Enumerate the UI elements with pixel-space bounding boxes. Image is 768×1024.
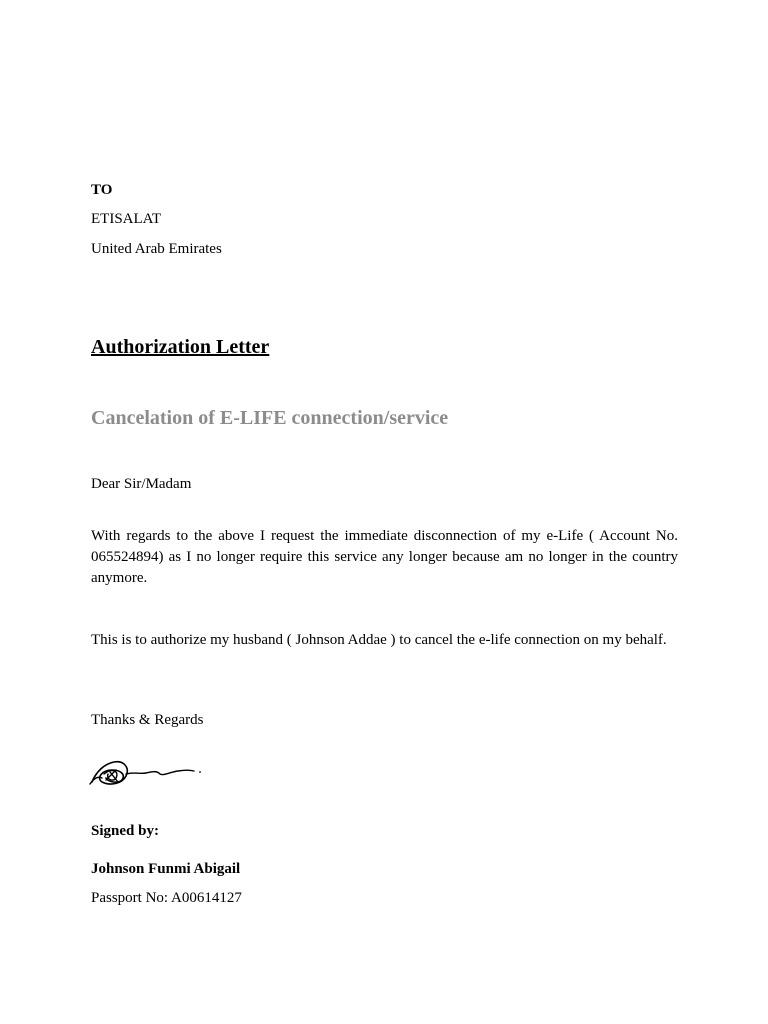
salutation: Dear Sir/Madam — [91, 476, 192, 492]
recipient-company: ETISALAT — [91, 211, 161, 227]
closing: Thanks & Regards — [91, 712, 204, 728]
letter-subject: Cancelation of E-LIFE connection/service — [91, 407, 449, 429]
body-paragraph-2: This is to authorize my husband ( Johnson Addae ) to cancel the e-life connection on my behalf. — [91, 632, 667, 648]
to-label: TO — [91, 182, 113, 198]
recipient-country: United Arab Emirates — [91, 241, 222, 257]
signer-name: Johnson Funmi Abigail — [91, 861, 241, 877]
passport-number: Passport No: A00614127 — [91, 890, 242, 906]
body-paragraph-1: With regards to the above I request the immediate disconnection of my e-Life ( Account No. 065524894) as I no longer require this service any longer because am no longer in the country anymore. — [91, 528, 678, 586]
letter-title: Authorization Letter — [91, 336, 270, 358]
signed-by-label: Signed by: — [91, 823, 159, 839]
signature-icon — [86, 748, 206, 792]
